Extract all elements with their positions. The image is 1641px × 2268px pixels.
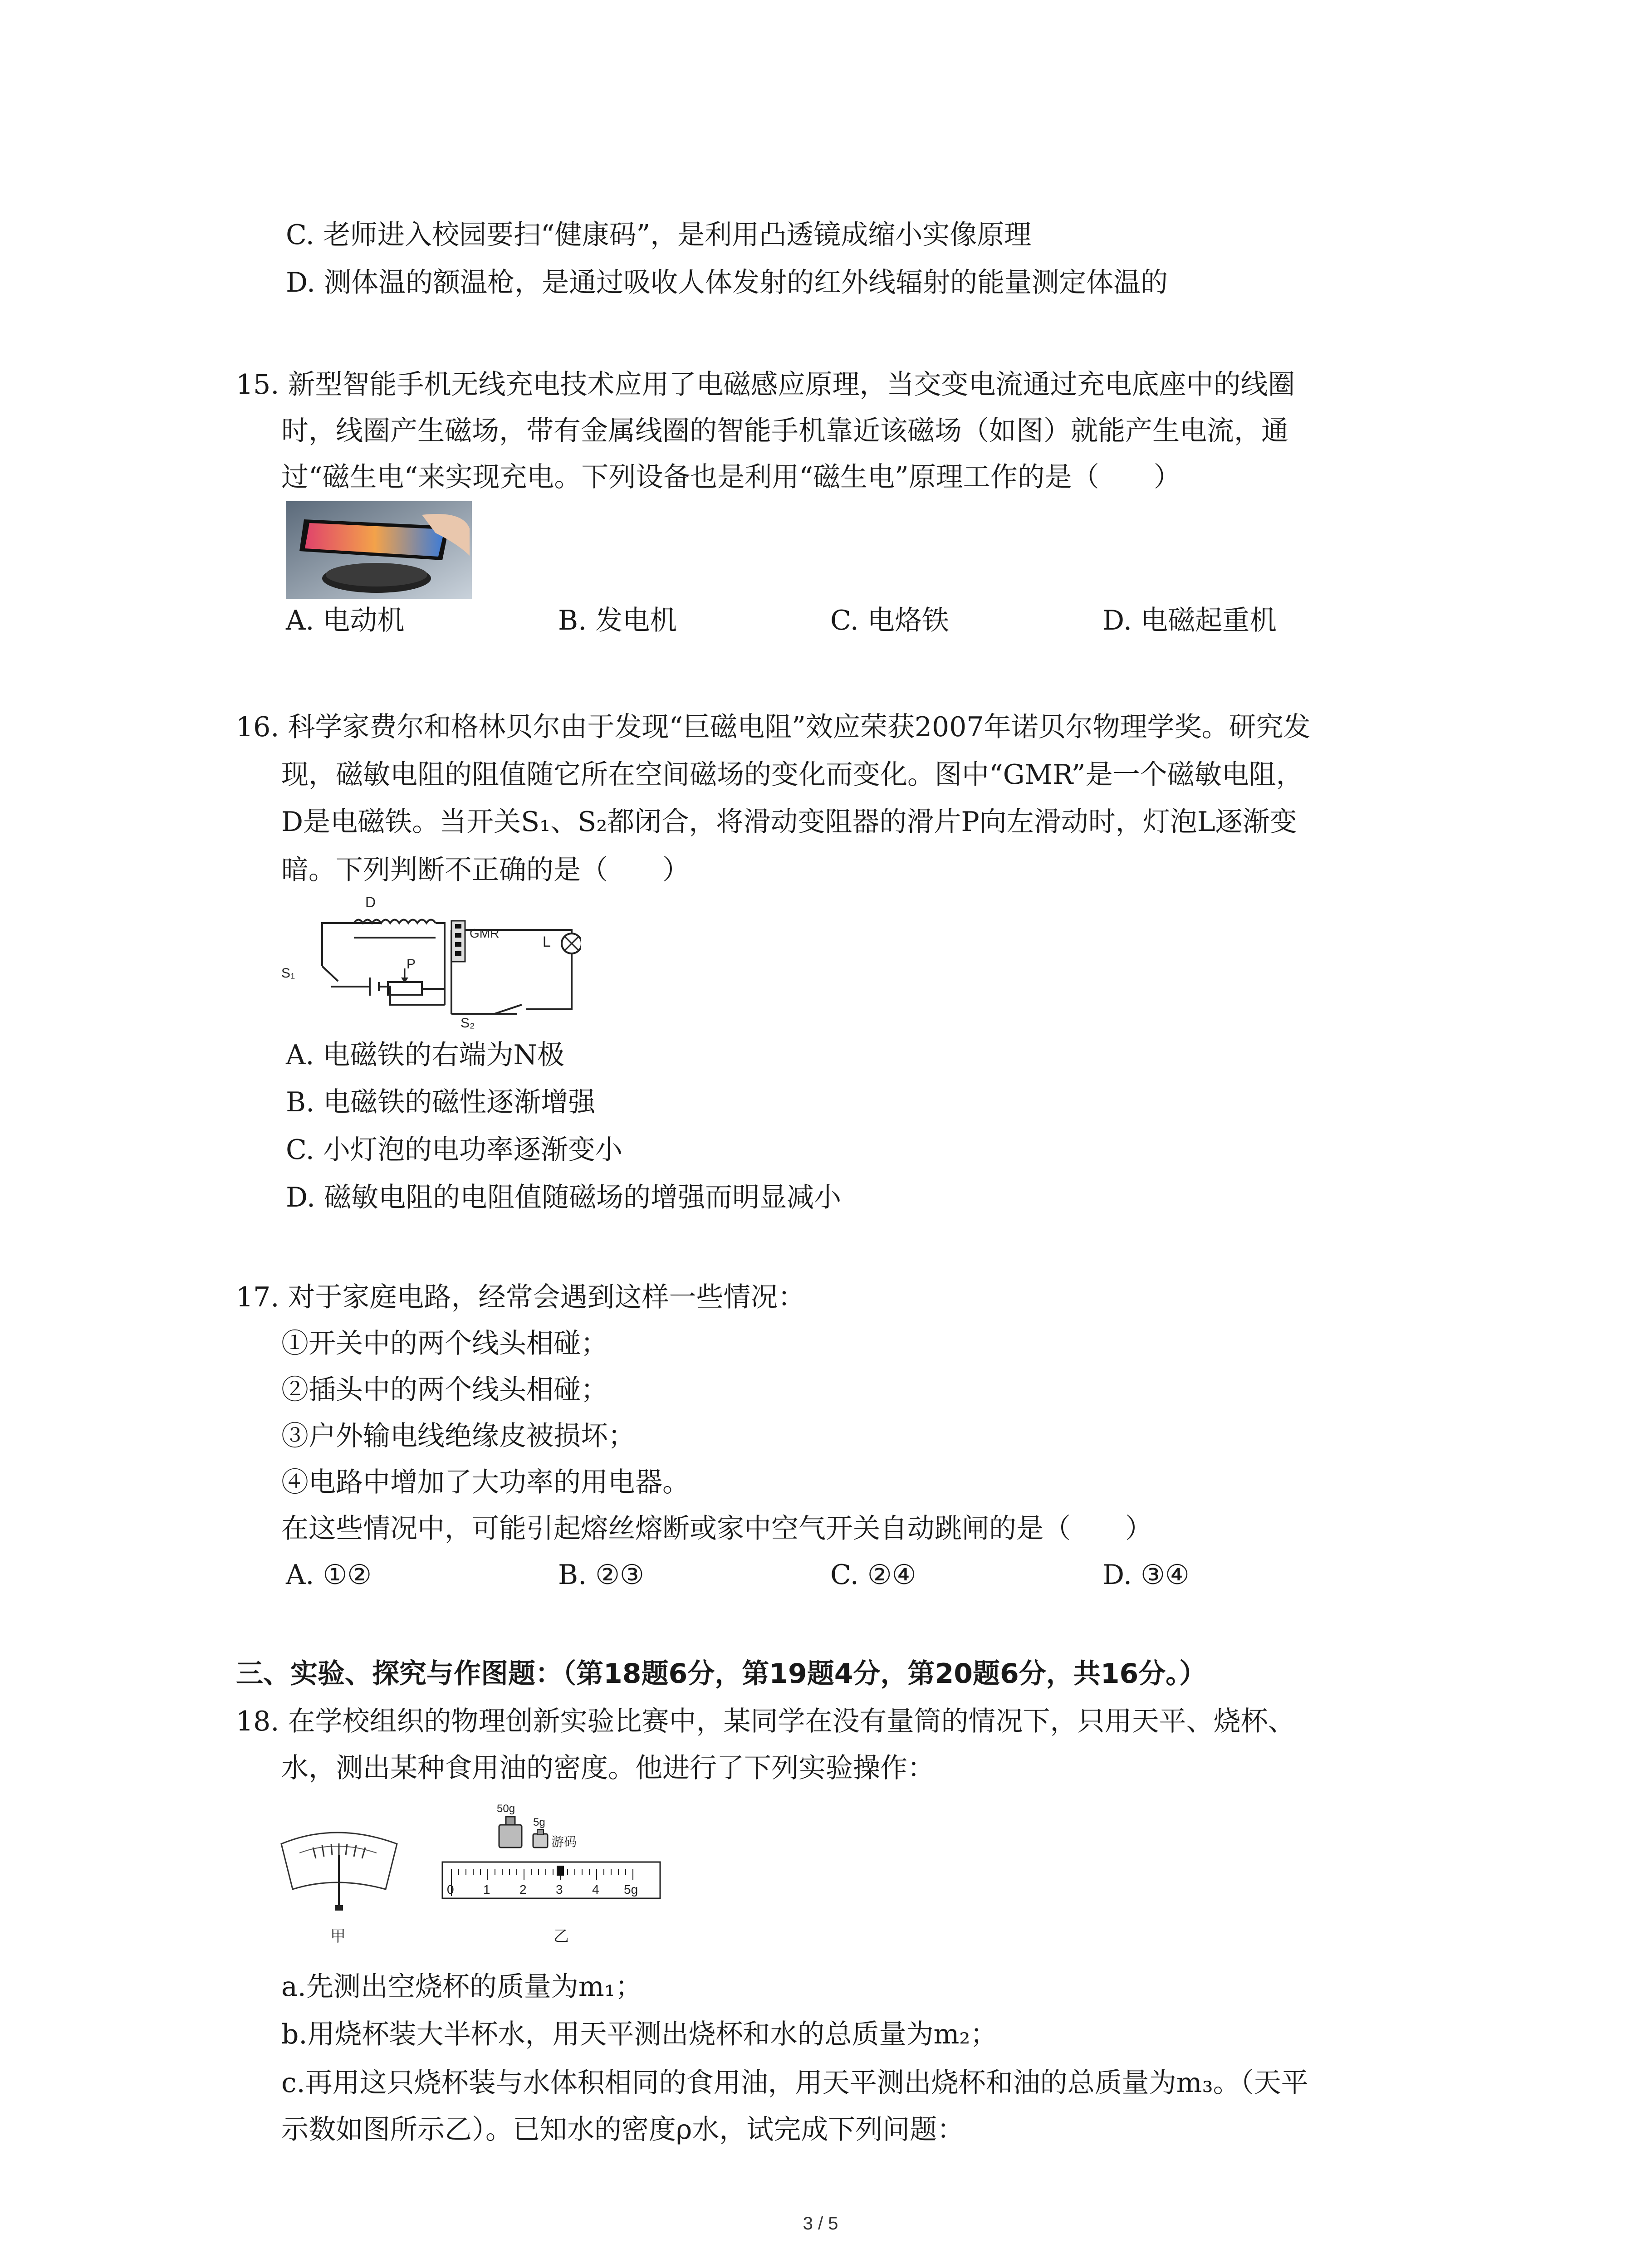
q14-option-c: C. 老师进入校园要扫“健康码”，是利用凸透镜成缩小实像原理 — [286, 219, 1032, 251]
q16-option-c: C. 小灯泡的电功率逐渐变小 — [286, 1134, 622, 1166]
q15-stem-line1: 15. 新型智能手机无线充电技术应用了电磁感应原理，当交变电流通过充电底座中的线圈 — [236, 369, 1295, 401]
label-s1: S₁ — [281, 966, 295, 981]
tick-label-1: 1 — [483, 1882, 490, 1897]
q18-stem-line1: 18. 在学校组织的物理创新实验比赛中，某同学在没有量筒的情况下，只用天平、烧杯、 — [236, 1706, 1295, 1737]
section-3-heading: 三、实验、探究与作图题：（第18题6分，第19题4分，第20题6分，共16分。） — [236, 1658, 1207, 1690]
q16-stem-line3: D是电磁铁。当开关S₁、S₂都闭合，将滑动变阻器的滑片P向左滑动时，灯泡L逐渐变 — [281, 806, 1297, 838]
q15-option-b: B. 发电机 — [558, 605, 677, 636]
q17-question: 在这些情况中，可能引起熔丝熔断或家中空气开关自动跳闸的是（ ） — [281, 1513, 1152, 1545]
q18-stem-line2: 水，测出某种食用油的密度。他进行了下列实验操作： — [281, 1752, 935, 1784]
tick-label-0: 0 — [447, 1882, 454, 1897]
q18-step-a: a.先测出空烧杯的质量为m₁； — [281, 1971, 642, 2003]
q16-option-d: D. 磁敏电阻的电阻值随磁场的增强而明显减小 — [286, 1182, 842, 1213]
rider-marker — [557, 1866, 564, 1876]
gmr-circuit-diagram — [281, 896, 581, 1032]
q17-option-c: C. ②④ — [830, 1559, 916, 1591]
q16-option-a: A. 电磁铁的右端为N极 — [286, 1039, 564, 1071]
label-l: L — [543, 934, 551, 950]
q17-option-d: D. ③④ — [1102, 1559, 1190, 1591]
q15-stem-line3: 过“磁生电“来实现充电。下列设备也是利用“磁生电”原理工作的是（ ） — [281, 461, 1181, 493]
q17-item-3: ③户外输电线绝缘皮被损坏； — [281, 1420, 635, 1452]
tick-label-2: 2 — [519, 1882, 527, 1897]
q16-option-b: B. 电磁铁的磁性逐渐增强 — [286, 1086, 596, 1118]
label-s2: S₂ — [460, 1016, 475, 1031]
q17-option-a: A. ①② — [286, 1559, 372, 1591]
q18-step-b: b.用烧杯装大半杯水，用天平测出烧杯和水的总质量为m₂； — [281, 2019, 998, 2050]
beam-scale-yi — [442, 1862, 660, 1945]
label-p: P — [407, 957, 416, 972]
q15-option-c: C. 电烙铁 — [830, 605, 949, 636]
balance-figure — [272, 1799, 681, 1953]
label-d: D — [365, 896, 376, 910]
label-gmr: GMR — [470, 926, 500, 940]
q16-stem-line4: 暗。下列判断不正确的是（ ） — [281, 854, 690, 886]
tick-label-5g: 5g — [624, 1882, 638, 1897]
q17-item-2: ②插头中的两个线头相碰； — [281, 1374, 608, 1406]
label-yi: 乙 — [554, 1928, 569, 1945]
label-jia: 甲 — [330, 1928, 346, 1945]
balance-dial-jia — [281, 1833, 397, 1945]
tick-label-4: 4 — [592, 1882, 599, 1897]
q17-option-b: B. ②③ — [558, 1559, 644, 1591]
q15-option-d: D. 电磁起重机 — [1102, 605, 1277, 636]
q14-option-d: D. 测体温的额温枪，是通过吸收人体发射的红外线辐射的能量测定体温的 — [286, 267, 1168, 298]
q18-step-c-line2: 示数如图所示乙）。已知水的密度ρ水，试完成下列问题： — [281, 2114, 965, 2146]
weights — [497, 1803, 577, 1849]
label-50g: 50g — [497, 1803, 515, 1815]
q17-item-1: ①开关中的两个线头相碰； — [281, 1328, 608, 1359]
q16-stem-line2: 现，磁敏电阻的阻值随它所在空间磁场的变化而变化。图中“GMR”是一个磁敏电阻， — [281, 759, 1303, 791]
q18-step-c-line1: c.再用这只烧杯装与水体积相同的食用油，用天平测出烧杯和油的总质量为m₃。（天平 — [281, 2067, 1308, 2099]
q17-stem: 17. 对于家庭电路，经常会遇到这样一些情况： — [236, 1281, 805, 1313]
label-5g: 5g — [533, 1816, 545, 1828]
page-number: 3 / 5 — [803, 2214, 838, 2234]
q15-option-a: A. 电动机 — [286, 605, 405, 636]
q16-stem-line1: 16. 科学家费尔和格林贝尔由于发现“巨磁电阻”效应荣获2007年诺贝尔物理学奖。研究发 — [236, 711, 1311, 743]
tick-label-3: 3 — [556, 1882, 563, 1897]
label-rider: 游码 — [551, 1835, 577, 1849]
q17-item-4: ④电路中增加了大功率的用电器。 — [281, 1466, 690, 1498]
q15-stem-line2: 时，线圈产生磁场，带有金属线圈的智能手机靠近该磁场（如图）就能产生电流，通 — [281, 415, 1288, 447]
wireless-charging-photo — [286, 501, 472, 599]
